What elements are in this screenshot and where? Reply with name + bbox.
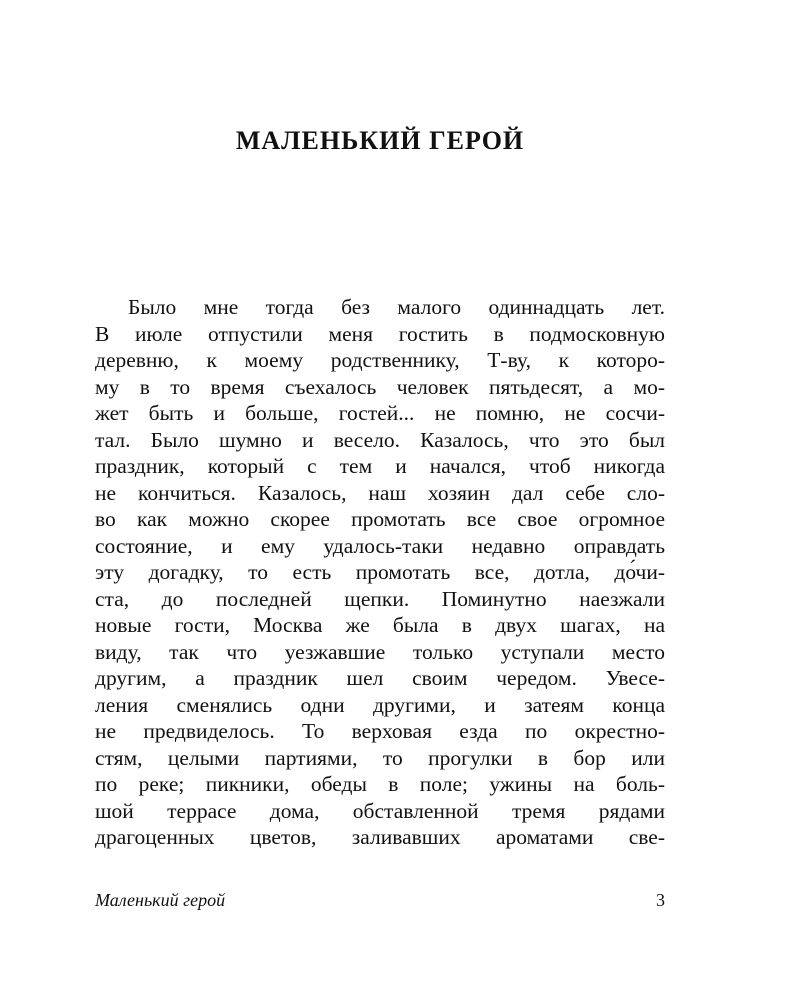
page-number: 3	[656, 890, 665, 910]
text-line: виду, так что уезжавшие только уступали место	[95, 639, 665, 664]
text-line: драгоценных цветов, заливавших ароматами све-	[95, 825, 665, 849]
text-line: му в то время съехалось человек пятьдесят, а мо-	[95, 374, 665, 399]
text-line: тал. Было шумно и весело. Казалось, что это был	[95, 427, 665, 452]
text-line: В июле отпустили меня гостить в подмосковную	[95, 321, 665, 346]
text-line: другим, а праздник шел своим чередом. Увесе-	[95, 666, 665, 690]
text-line: ления сменялись одни другими, и затеям конца	[95, 692, 665, 717]
text-line: новые гости, Москва же была в двух шагах, на	[95, 613, 665, 637]
body-text	[95, 294, 665, 851]
text-line: эту догадку, то есть промотать все, дотла, до́чи-	[95, 560, 665, 584]
text-line: по реке; пикники, обеды в поле; ужины на боль-	[95, 772, 665, 796]
text-line: не кончиться. Казалось, наш хозяин дал себе сло-	[95, 480, 665, 505]
text-line: жет быть и больше, гостей... не помню, не сосчи-	[95, 401, 665, 425]
text-line: во как можно скорее промотать все свое огромное	[95, 507, 665, 531]
text-line: деревню, к моему родственнику, Т-ву, к которо-	[95, 348, 665, 372]
text-line: праздник, который с тем и начался, чтоб никогда	[95, 454, 665, 478]
text-line: не предвиделось. То верховая езда по окрестно-	[95, 719, 665, 743]
text-line: стям, целыми партиями, то прогулки в бор или	[95, 745, 665, 770]
text-line: ста, до последней щепки. Поминутно наезжали	[95, 586, 665, 611]
text-line: шой террасе дома, обставленной тремя рядами	[95, 798, 665, 823]
page-footer	[95, 890, 665, 914]
text-line: Было мне тогда без малого одиннадцать лет.	[128, 295, 665, 319]
text-line: состояние, и ему удалось-таки недавно оправдать	[95, 533, 665, 558]
running-title: Маленький герой	[95, 890, 226, 910]
chapter-title: МАЛЕНЬКИЙ ГЕРОЙ	[235, 126, 525, 155]
